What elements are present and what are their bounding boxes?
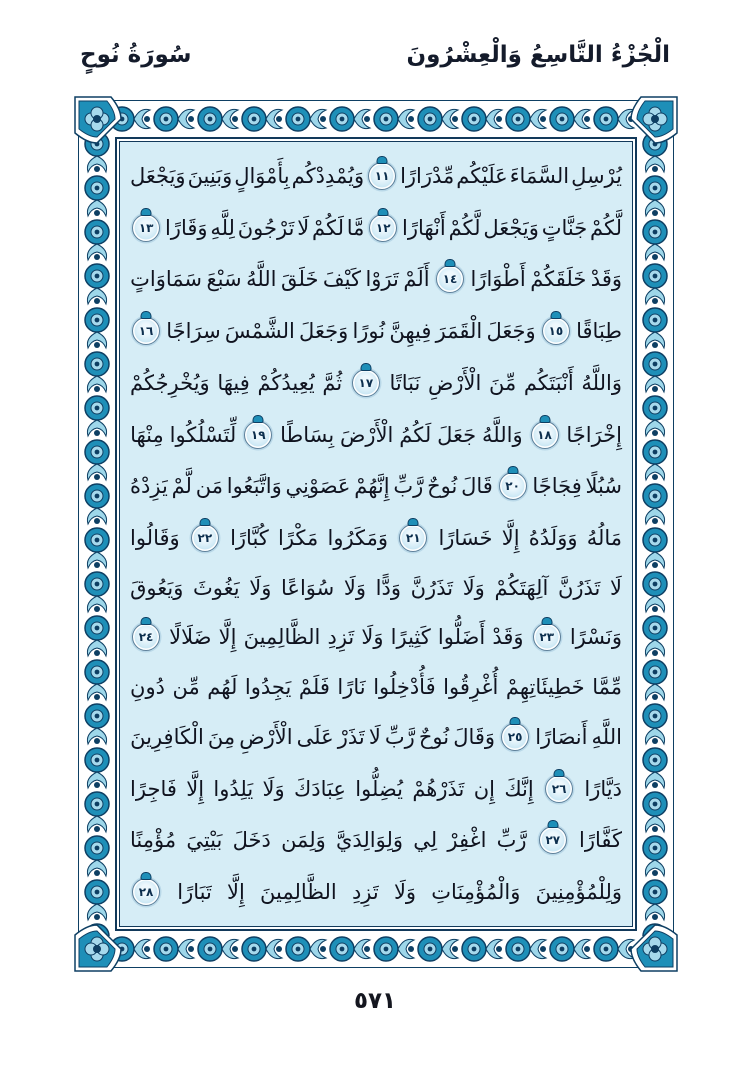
quran-word: وَلَا	[343, 575, 367, 600]
ornament-band-top	[109, 101, 645, 137]
quran-word: تَذَرْهُمْ	[412, 776, 465, 801]
quran-word: لَهُم	[207, 675, 238, 700]
quran-line	[130, 711, 622, 763]
quran-word: وَجَعَلَ	[486, 319, 536, 344]
quran-word: سَبْعَ	[206, 267, 242, 292]
aya-marker: ١٥	[542, 317, 570, 345]
quran-word: الْكَافِرِينَ	[130, 724, 204, 749]
quran-word: آلِهَتَكُمْ	[494, 575, 549, 600]
page-number: ٥٧١	[353, 988, 397, 1014]
quran-word: ضَلَالًا	[169, 625, 212, 650]
aya-marker: ٢٨	[132, 878, 160, 906]
quran-line	[130, 253, 622, 305]
quran-word: نَارًا	[337, 675, 366, 700]
aya-marker: ٢٧	[539, 826, 567, 854]
quran-word: وَيُخْرِجُكُمْ	[130, 370, 210, 395]
aya-marker: ٢٦	[545, 775, 573, 803]
quran-word: بِأَمْوَالٍ	[234, 163, 290, 188]
surah-title: سُورَةُ نُوحٍ	[80, 42, 192, 68]
quran-word: فَأُدْخِلُوا	[373, 675, 436, 700]
quran-word: فِيهِنَّ	[389, 319, 432, 344]
quran-word: إِخْرَاجًا	[566, 422, 622, 447]
quran-word: وَاتَّبَعُوا	[226, 474, 282, 499]
quran-line	[130, 357, 622, 409]
quran-word: وَيَجْعَل	[130, 163, 186, 188]
quran-word: فَلَمْ	[298, 675, 330, 700]
quran-word: كَثِيرًا	[390, 625, 431, 650]
quran-word: الشَّمْسَ	[224, 319, 295, 344]
quran-word: تَذَرُنَّ	[557, 575, 601, 600]
text-panel	[119, 141, 633, 927]
quran-word: سِرَاجًا	[166, 319, 221, 344]
quran-line	[130, 866, 622, 918]
quran-word: وَالْمُؤْمِنَاتِ	[431, 880, 521, 905]
quran-word: مِنْهَا	[130, 422, 164, 447]
quran-word: الظَّالِمِينَ	[260, 880, 337, 905]
quran-line	[130, 460, 622, 512]
quran-line	[130, 305, 622, 357]
aya-marker: ١٣	[132, 214, 160, 242]
quran-word: مُؤْمِنًا	[130, 828, 177, 853]
aya-marker: ١٦	[132, 317, 160, 345]
quran-line	[130, 512, 622, 564]
quran-word: وَاللَّهُ	[482, 422, 523, 447]
quran-word: فَاجِرًا	[130, 776, 177, 801]
quran-word: أَضَلُّوا	[437, 625, 486, 650]
quran-line	[130, 815, 622, 867]
quran-word: اغْفِرْ	[447, 828, 487, 853]
quran-word: مِّنَ	[488, 370, 517, 395]
quran-word: أَنْبَتَكُم	[523, 370, 574, 395]
quran-word: بَيْتِيَ	[186, 828, 223, 853]
quran-word: وَدًّا	[375, 575, 401, 600]
quran-word: مِّن	[172, 675, 200, 700]
aya-marker: ١٢	[369, 214, 397, 242]
quran-word: مِّدْرَارًا	[400, 163, 455, 188]
aya-marker: ٢٥	[501, 723, 529, 751]
aya-marker: ١١	[368, 162, 396, 190]
quran-word: جَعَلَ	[437, 422, 477, 447]
quran-word: نُوحٌ	[418, 724, 450, 749]
mushaf-lines	[130, 150, 622, 918]
page-header	[80, 42, 670, 68]
quran-word: وَقَالَ	[453, 724, 496, 749]
quran-line	[130, 409, 622, 461]
quran-word: يَلِدُوا	[213, 776, 254, 801]
quran-word: وَوَلَدُهُ	[528, 526, 578, 550]
quran-word: وَيَجْعَل	[483, 215, 539, 240]
quran-word: دَيَّارًا	[584, 776, 622, 801]
quran-word: لَا	[610, 575, 622, 600]
quran-word: مَن	[195, 474, 223, 499]
quran-word: عَلَيْكُم	[456, 163, 508, 188]
quran-word: أَنصَارًا	[535, 724, 588, 749]
quran-word: أَنْهَارًا	[402, 215, 446, 240]
quran-word: يَغُوثَ	[193, 575, 240, 600]
quran-word: إِن	[473, 776, 495, 801]
quran-word: تَبَارًا	[177, 880, 212, 905]
aya-marker: ٢١	[399, 524, 427, 552]
quran-word: بِسَاطًا	[280, 422, 335, 447]
ornament-band-bottom	[109, 931, 645, 967]
quran-word: وَلَا	[249, 575, 272, 600]
quran-word: ثُمَّ	[322, 370, 343, 395]
quran-word: تَرْجُونَ	[237, 215, 295, 240]
quran-word: تَذَرُنَّ	[410, 575, 454, 600]
quran-word: وَجَعَلَ	[299, 319, 349, 344]
quran-word: لَّكُمْ	[590, 215, 622, 240]
quran-word: مَالُهُ	[586, 526, 622, 550]
quran-word: مَكْرًا	[278, 526, 319, 550]
quran-word: اللَّهِ	[591, 724, 622, 749]
quran-word: وَلِوَالِدَيَّ	[335, 828, 404, 853]
quran-word: رَّبِّ	[393, 474, 424, 499]
quran-word: إِلَّا	[186, 776, 205, 801]
quran-word: عَصَوْنِي	[285, 474, 351, 499]
aya-marker: ٢٢	[191, 524, 219, 552]
quran-line	[130, 663, 622, 711]
quran-word: وَقَالُوا	[130, 526, 180, 550]
ornament-band-left	[79, 131, 115, 936]
quran-word: تَرَوْا	[365, 267, 399, 292]
quran-word: لَّكُمْ	[448, 215, 481, 240]
quran-line	[130, 763, 622, 815]
quran-word: خَلَقَكُمْ	[530, 267, 587, 292]
quran-word: سَمَاوَاتٍ	[130, 267, 203, 292]
quran-word: قَالَ	[461, 474, 493, 499]
aya-marker: ١٧	[352, 369, 380, 397]
quran-word: دُونِ	[130, 675, 165, 700]
quran-word: لِلَّهِ	[210, 215, 235, 240]
quran-word: الظَّالِمِينَ	[243, 625, 321, 650]
quran-word: إِلَّا	[227, 880, 245, 905]
quran-word: وَمَكَرُوا	[327, 526, 389, 550]
quran-line	[130, 150, 622, 202]
quran-word: وَنَسْرًا	[569, 625, 622, 650]
quran-word: نُوحٌ	[427, 474, 458, 499]
aya-marker: ١٨	[531, 421, 559, 449]
quran-word: إِنَّكَ	[504, 776, 534, 801]
quran-word: أُغْرِقُوا	[443, 675, 499, 700]
quran-word: يَجِدُوا	[244, 675, 292, 700]
quran-word: مَّا	[346, 215, 365, 240]
aya-marker: ١٩	[244, 421, 272, 449]
quran-word: إِلَّا	[218, 625, 237, 650]
quran-word: مِّمَّا	[592, 675, 622, 700]
quran-word: كَيْفَ	[322, 267, 361, 292]
quran-word: وَقَدْ	[492, 625, 524, 650]
quran-line	[130, 202, 622, 254]
quran-word: الْأَرْضَ	[340, 422, 394, 447]
quran-word: دَخَلَ	[232, 828, 271, 853]
quran-word: فِيهَا	[217, 370, 250, 395]
quran-word: أَلَمْ	[403, 267, 430, 292]
quran-word: لَّمْ	[171, 474, 192, 499]
text-panel-frame	[115, 137, 637, 931]
quran-word: إِنَّهُمْ	[354, 474, 390, 499]
quran-word: طِبَاقًا	[576, 319, 622, 344]
quran-word: لَكُمْ	[312, 215, 344, 240]
quran-word: يَزِدْهُ	[130, 474, 168, 499]
quran-word: وَلَا	[462, 575, 485, 600]
quran-word: السَّمَاءَ	[509, 163, 570, 188]
quran-word: وَقَارًا	[164, 215, 208, 240]
quran-word: إِلَّا	[501, 526, 520, 550]
quran-word: تَذَرْ	[337, 724, 365, 749]
quran-word: يُرْسِلِ	[571, 163, 622, 188]
aya-marker: ٢٣	[533, 623, 561, 651]
quran-word: وَيُمْدِدْكُم	[291, 163, 365, 188]
quran-word: الْقَمَرَ	[435, 319, 483, 344]
quran-word: نُورًا	[352, 319, 386, 344]
quran-word: تَزِدِ	[327, 625, 355, 650]
quran-word: مِنَ	[207, 724, 236, 749]
quran-word: يُضِلُّوا	[355, 776, 403, 801]
quran-word: الْأَرْضِ	[427, 370, 482, 395]
quran-word: عِبَادَكَ	[294, 776, 346, 801]
quran-word: وَاللَّهُ	[581, 370, 622, 395]
quran-line	[130, 564, 622, 612]
juz-title: الْجُزْءُ التَّاسِعُ وَالْعِشْرُونَ	[406, 42, 670, 68]
quran-word: فِجَاجًا	[532, 474, 582, 499]
quran-word: وَلِمَن	[281, 828, 326, 853]
quran-line	[130, 612, 622, 664]
aya-marker: ٢٠	[499, 472, 527, 500]
quran-word: عَلَى	[296, 724, 334, 749]
quran-word: وَلَا	[393, 880, 417, 905]
quran-word: أَطْوَارًا	[470, 267, 526, 292]
aya-marker: ١٤	[436, 265, 464, 293]
quran-word: لِي	[413, 828, 438, 853]
quran-word: اللَّهُ	[246, 267, 277, 292]
quran-word: كُبَّارًا	[230, 526, 269, 550]
quran-word: تَزِدِ	[351, 880, 379, 905]
quran-word: وَلَا	[361, 625, 384, 650]
aya-marker: ٢٤	[132, 623, 160, 651]
quran-word: نَبَاتًا	[389, 370, 421, 395]
quran-word: وَلِلْمُؤْمِنِينَ	[535, 880, 622, 905]
quran-word: جَنَّاتٍ	[541, 215, 588, 240]
quran-word: وَقَدْ	[590, 267, 622, 292]
quran-word: يُعِيدُكُمْ	[257, 370, 315, 395]
quran-word: لَكُمُ	[399, 422, 432, 447]
quran-word: رَّبِّ	[496, 828, 527, 853]
quran-word: خَسَارًا	[438, 526, 493, 550]
quran-word: وَبَنِينَ	[187, 163, 233, 188]
quran-word: خَلَقَ	[280, 267, 319, 292]
quran-word: وَلَا	[262, 776, 285, 801]
quran-word: الْأَرْضِ	[239, 724, 293, 749]
quran-word: لَا	[368, 724, 381, 749]
quran-word: كَفَّارًا	[579, 828, 622, 853]
quran-word: سُبُلًا	[585, 474, 622, 499]
quran-word: سُوَاعًا	[281, 575, 335, 600]
quran-word: خَطِيئَاتِهِمْ	[505, 675, 585, 700]
quran-word: لَا	[297, 215, 310, 240]
decorative-frame	[78, 100, 674, 968]
quran-word: لِّتَسْلُكُوا	[169, 422, 237, 447]
ornament-band-right	[637, 131, 673, 936]
quran-word: رَّبِّ	[384, 724, 415, 749]
quran-word: وَيَعُوقَ	[130, 575, 184, 600]
